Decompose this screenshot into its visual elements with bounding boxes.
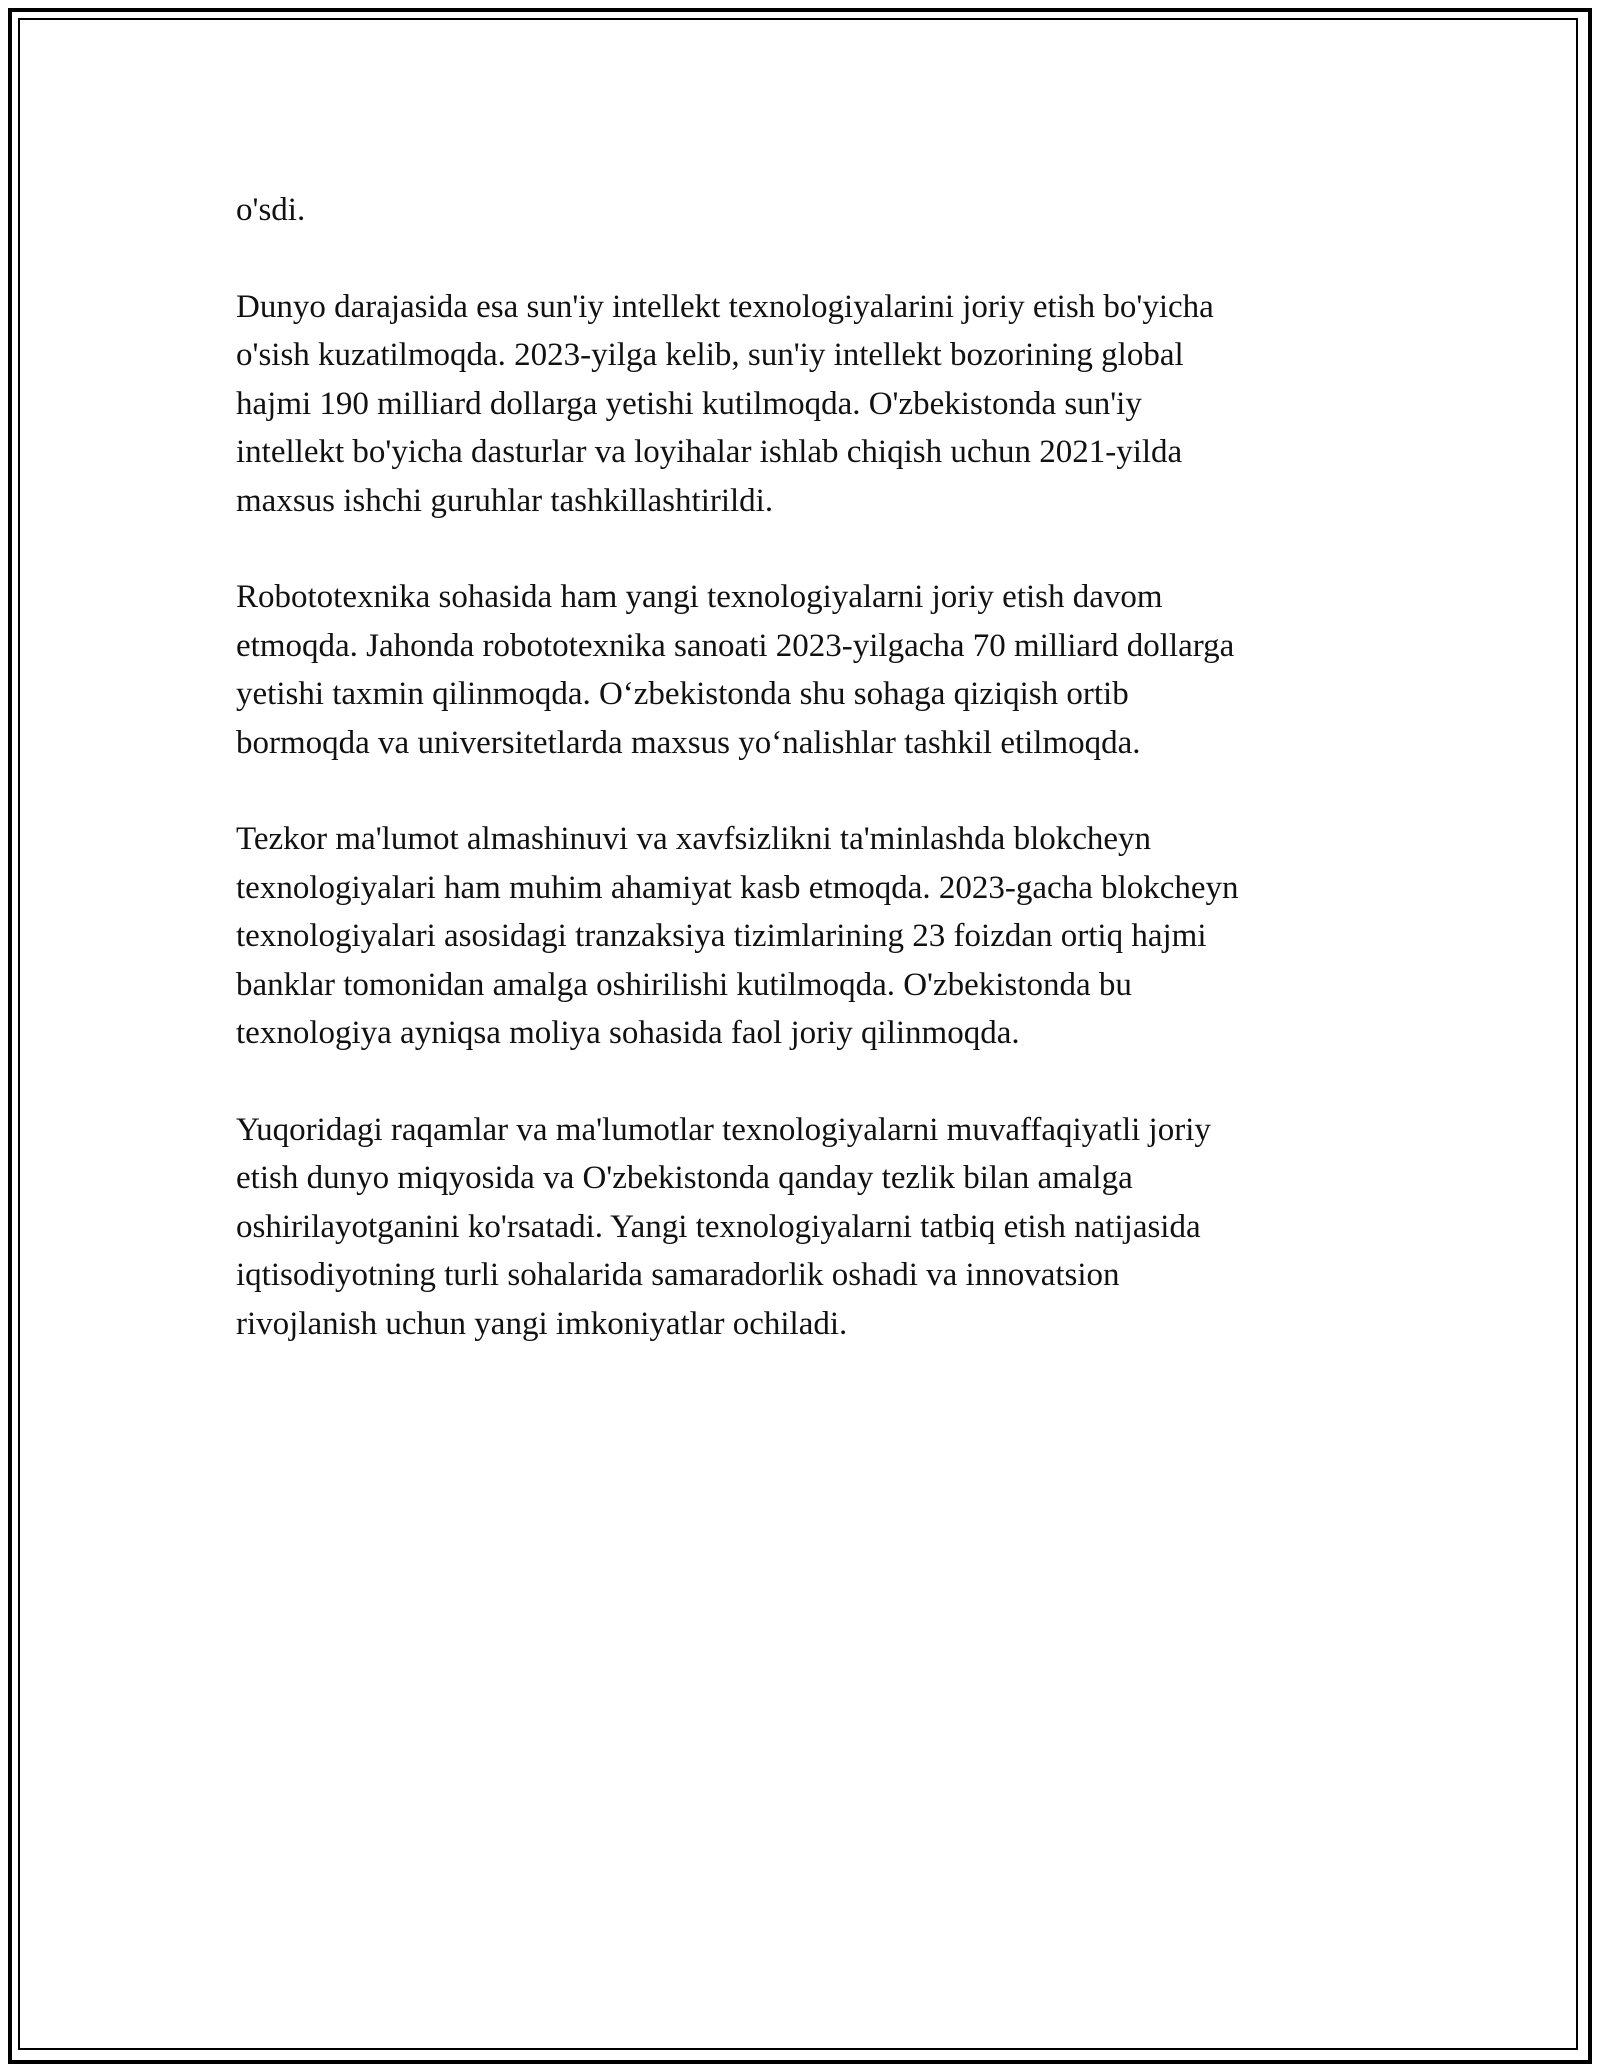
- paragraph-continuation: o'sdi.: [236, 192, 306, 228]
- paragraph-artificial-intelligence: Dunyo darajasida esa sun'iy intellekt texnologiyalarini joriy etish bo'yicha o'sish kuzatilmoqda. 2023-yilga kelib, sun'iy intellekt bozorining global hajmi 190 milliard dollarga yetishi kutilmoqda. O'zbekistonda sun'iy intellekt bo'yicha dasturlar va loyihalar ishlab chiqish uchun 2021-yilda maxsus ishchi guruhlar tashkillashtirildi.: [236, 288, 1214, 519]
- document-body: [236, 186, 1366, 1396]
- paragraph-conclusion: Yuqoridagi raqamlar va ma'lumotlar texnologiyalarni muvaffaqiyatli joriy etish dunyo miqyosida va O'zbekistonda qanday tezlik bilan amalga oshirilayotganini ko'rsatadi. Yangi texnologiyalarni tatbiq etish natijasida iqtisodiyotning turli sohalarida samaradorlik oshadi va innovatsion rivojlanish uchun yangi imkoniyatlar ochiladi.: [236, 1111, 1211, 1342]
- paragraph-blockchain: Tezkor ma'lumot almashinuvi va xavfsizlikni ta'minlashda blokcheyn texnologiyalari ham muhim ahamiyat kasb etmoqda. 2023-gacha blokcheyn texnologiyalari asosidagi tranzaksiya tizimlarining 23 foizdan ortiq hajmi banklar tomonidan amalga oshirilishi kutilmoqda. O'zbekistonda bu texnologiya ayniqsa moliya sohasida faol joriy qilinmoqda.: [236, 821, 1239, 1051]
- paragraph-robotics: Robototexnika sohasida ham yangi texnologiyalarni joriy etish davom etmoqda. Jahonda robototexnika sanoati 2023-yilgacha 70 milliard dollarga yetishi taxmin qilinmoqda. O‘zbekistonda shu sohaga qiziqish ortib bormoqda va universitetlarda maxsus yo‘nalishlar tashkil etilmoqda.: [236, 579, 1235, 761]
